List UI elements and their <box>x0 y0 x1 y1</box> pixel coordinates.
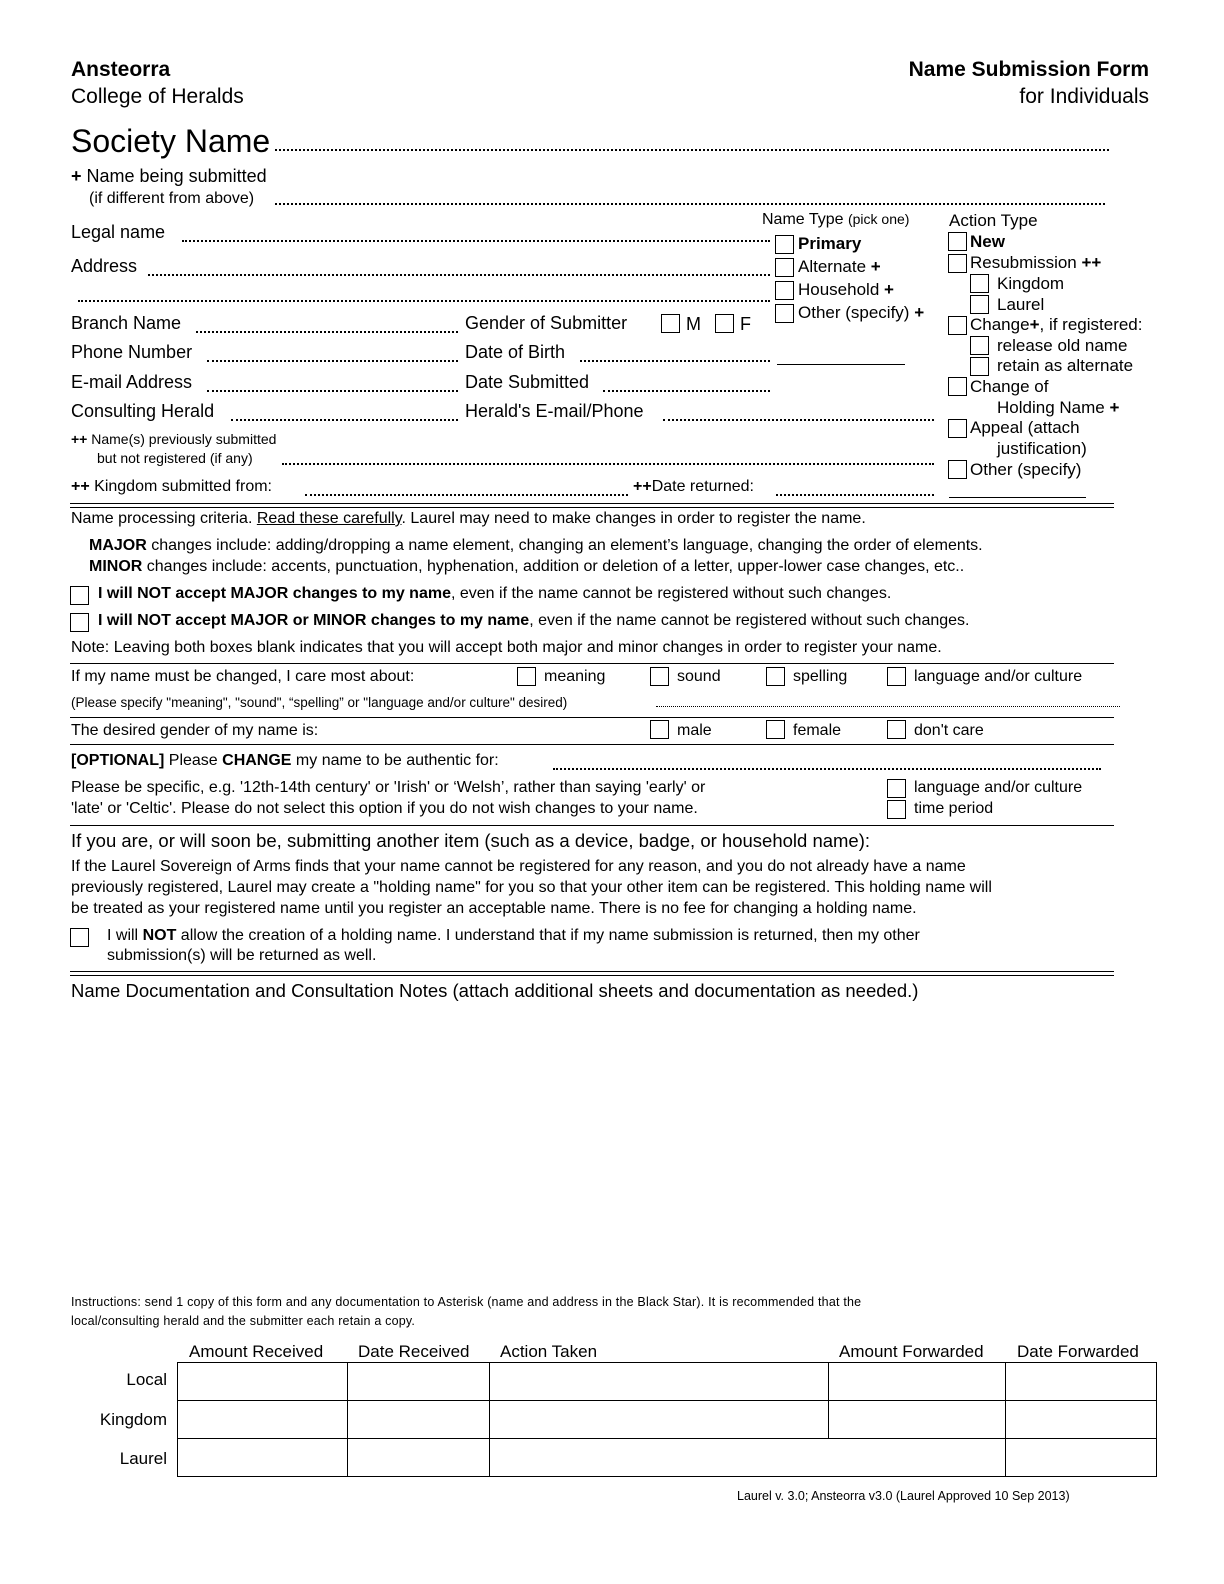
no-major-changes-label: I will NOT accept MAJOR changes to my name, even if the name cannot be registered without such changes. <box>98 585 892 602</box>
action-justification-label: justification) <box>997 439 1087 458</box>
gender-female-label: female <box>793 722 842 739</box>
other-specify-line[interactable] <box>777 364 905 365</box>
table-cell[interactable] <box>490 1439 1006 1477</box>
no-holding-name-label: I will NOT allow the creation of a holding name. I understand that if my name submission is returned, then my other <box>107 927 920 944</box>
care-spelling-checkbox[interactable] <box>766 667 785 686</box>
table-row <box>178 1439 1157 1477</box>
kingdom-from-label: ++ Kingdom submitted from: <box>71 478 272 495</box>
optional-language-checkbox[interactable] <box>887 779 906 798</box>
date-returned-label: ++Date returned: <box>633 478 754 495</box>
col-amount-forwarded: Amount Forwarded <box>839 1342 984 1361</box>
table-cell[interactable] <box>490 1363 829 1401</box>
gender-male-checkbox[interactable] <box>650 720 669 739</box>
col-action-taken: Action Taken <box>500 1342 598 1361</box>
phone-line[interactable] <box>207 360 458 362</box>
action-appeal-checkbox[interactable] <box>948 419 967 438</box>
action-change-label: Change+, if registered: <box>970 315 1143 334</box>
notes-heading: Name Documentation and Consultation Notes (attach additional sheets and documentation as needed.) <box>71 980 919 1001</box>
name-type-alternate-label: Alternate + <box>798 257 881 276</box>
row-laurel: Laurel <box>119 1449 167 1468</box>
dob-label: Date of Birth <box>465 342 566 362</box>
table-cell[interactable] <box>829 1401 1006 1439</box>
care-language-label: language and/or culture <box>914 668 1083 685</box>
org-name: Ansteorra <box>71 58 171 81</box>
name-type-other-checkbox[interactable] <box>775 304 794 323</box>
table-cell[interactable] <box>348 1401 490 1439</box>
table-cell[interactable] <box>1006 1363 1157 1401</box>
no-major-minor-changes-checkbox[interactable] <box>70 613 89 632</box>
action-resub-kingdom-checkbox[interactable] <box>970 274 989 293</box>
holding-paragraph-2: previously registered, Laurel may create a "holding name" for you so that your other item can be registered. This holding name will <box>71 879 992 896</box>
care-sound-label: sound <box>677 668 721 685</box>
no-major-minor-changes-label: I will NOT accept MAJOR or MINOR changes to my name, even if the name cannot be registered without such changes. <box>98 612 970 629</box>
kingdom-from-line[interactable] <box>305 494 628 496</box>
divider <box>70 825 1114 826</box>
name-type-title: Name Type (pick one) <box>762 211 910 228</box>
date-submitted-line[interactable] <box>603 390 770 392</box>
table-cell[interactable] <box>1006 1439 1157 1477</box>
minor-changes-text: MINOR changes include: accents, punctuation, hyphenation, addition or deletion of a letter, upper-lower case changes, etc.. <box>89 558 965 575</box>
action-type-title: Action Type <box>949 211 1038 230</box>
form-subtitle: for Individuals <box>1019 85 1149 108</box>
branch-name-label: Branch Name <box>71 313 182 333</box>
gender-f-label: F <box>740 314 751 334</box>
prev-submitted-label: ++ Name(s) previously submitted <box>71 431 277 447</box>
criteria-note: Note: Leaving both boxes blank indicates that you will accept both major and minor changes in order to register your name. <box>71 639 942 656</box>
gender-f-checkbox[interactable] <box>715 314 734 333</box>
table-cell[interactable] <box>178 1439 348 1477</box>
divider <box>70 507 1114 508</box>
holding-paragraph-1: If the Laurel Sovereign of Arms finds that your name cannot be registered for any reason, and you do not already have a name <box>71 858 966 875</box>
divider <box>70 971 1114 972</box>
optional-time-label: time period <box>914 800 994 817</box>
instructions-line-2: local/consulting herald and the submitter each retain a copy. <box>71 1314 416 1328</box>
action-resubmission-label: Resubmission ++ <box>970 253 1102 272</box>
holding-heading: If you are, or will soon be, submitting another item (such as a device, badge, or household name): <box>71 830 871 851</box>
name-type-primary-label: Primary <box>798 234 862 253</box>
society-name-label: Society Name <box>71 123 271 159</box>
action-retain-label: retain as alternate <box>997 356 1134 375</box>
table-cell[interactable] <box>1006 1401 1157 1439</box>
name-type-household-label: Household + <box>798 280 894 299</box>
optional-help-1: Please be specific, e.g. '12th-14th century' or 'Irish' or ‘Welsh’, rather than saying 'early' or <box>71 779 706 796</box>
table-row <box>178 1401 1157 1439</box>
action-retain-checkbox[interactable] <box>970 357 989 376</box>
herald-contact-line[interactable] <box>663 419 934 421</box>
divider <box>70 503 1114 504</box>
major-changes-text: MAJOR changes include: adding/dropping a name element, changing an element’s language, changing the order of elements. <box>89 537 983 554</box>
gender-male-label: male <box>677 722 712 739</box>
notes-area[interactable] <box>71 1010 1115 1280</box>
action-other-label: Other (specify) <box>970 460 1082 479</box>
table-cell[interactable] <box>178 1401 348 1439</box>
care-meaning-label: meaning <box>544 668 606 685</box>
consulting-herald-label: Consulting Herald <box>71 401 215 421</box>
no-holding-name-checkbox[interactable] <box>70 928 89 947</box>
row-kingdom: Kingdom <box>99 1410 167 1429</box>
action-resub-kingdom-label: Kingdom <box>997 274 1065 293</box>
action-change-of-label: Change of <box>970 377 1049 396</box>
email-label: E-mail Address <box>71 372 193 392</box>
care-spelling-label: spelling <box>793 668 848 685</box>
date-submitted-label: Date Submitted <box>465 372 590 392</box>
care-language-checkbox[interactable] <box>887 667 906 686</box>
table-row <box>178 1363 1157 1401</box>
care-specify-line[interactable] <box>656 706 1120 707</box>
action-release-checkbox[interactable] <box>970 336 989 355</box>
action-resub-laurel-label: Laurel <box>997 295 1045 314</box>
action-change-holding-checkbox[interactable] <box>948 377 967 396</box>
action-release-label: release old name <box>997 336 1128 355</box>
prev-submitted-label-2: but not registered (if any) <box>97 450 253 466</box>
gender-dont-care-label: don't care <box>914 722 984 739</box>
optional-language-label: language and/or culture <box>914 779 1083 796</box>
gender-m-checkbox[interactable] <box>661 314 680 333</box>
action-other-line[interactable] <box>949 497 1086 498</box>
name-type-alternate-checkbox[interactable] <box>775 258 794 277</box>
care-sound-checkbox[interactable] <box>650 667 669 686</box>
table-cell[interactable] <box>348 1363 490 1401</box>
care-meaning-checkbox[interactable] <box>517 667 536 686</box>
divider <box>70 663 1114 664</box>
gender-female-checkbox[interactable] <box>766 720 785 739</box>
action-resubmission-checkbox[interactable] <box>948 254 967 273</box>
col-date-forwarded: Date Forwarded <box>1017 1342 1139 1361</box>
optional-help-2: 'late' or 'Celtic'. Please do not select this option if you do not wish changes to your name. <box>71 800 698 817</box>
no-holding-name-label-2: submission(s) will be returned as well. <box>107 947 377 964</box>
form-title: Name Submission Form <box>908 58 1149 81</box>
no-major-changes-checkbox[interactable] <box>70 586 89 605</box>
optional-time-checkbox[interactable] <box>887 800 906 819</box>
herald-contact-label: Herald's E-mail/Phone <box>465 401 644 421</box>
name-submitted-label: + Name being submitted <box>71 166 267 186</box>
legal-name-line[interactable] <box>182 240 770 242</box>
branch-name-line[interactable] <box>196 331 458 333</box>
phone-label: Phone Number <box>71 342 193 362</box>
divider <box>70 975 1114 976</box>
action-new-label: New <box>970 232 1005 251</box>
table-cell[interactable] <box>490 1401 829 1439</box>
name-type-primary-checkbox[interactable] <box>775 235 794 254</box>
name-submitted-note: (if different from above) <box>89 190 255 207</box>
action-other-checkbox[interactable] <box>948 460 967 479</box>
table-cell[interactable] <box>178 1363 348 1401</box>
consulting-herald-line[interactable] <box>231 419 458 421</box>
holding-paragraph-3: be treated as your registered name until you register an acceptable name. There is no fee for changing a holding name. <box>71 900 917 917</box>
address-label: Address <box>71 256 138 276</box>
address-line-1[interactable] <box>148 274 770 276</box>
email-line[interactable] <box>207 390 458 392</box>
name-type-household-checkbox[interactable] <box>775 281 794 300</box>
divider <box>70 717 1114 718</box>
date-returned-line[interactable] <box>776 494 934 496</box>
prev-submitted-line[interactable] <box>282 463 934 465</box>
gender-m-label: M <box>686 314 701 334</box>
society-name-line[interactable] <box>275 149 1109 151</box>
version-footer: Laurel v. 3.0; Ansteorra v3.0 (Laurel Approved 10 Sep 2013) <box>737 1489 1070 1503</box>
optional-authentic-line[interactable] <box>553 768 1101 770</box>
care-specify-text: (Please specify "meaning", "sound", “spelling” or "language and/or culture" desired) <box>71 695 568 710</box>
criteria-intro: Name processing criteria. Read these carefully. Laurel may need to make changes in order to register the name. <box>71 510 866 527</box>
action-new-checkbox[interactable] <box>948 232 967 251</box>
table-cell[interactable] <box>348 1439 490 1477</box>
dob-line[interactable] <box>580 360 770 362</box>
college-name: College of Heralds <box>71 85 244 108</box>
gender-dont-care-checkbox[interactable] <box>887 720 906 739</box>
action-appeal-label: Appeal (attach <box>970 418 1080 437</box>
name-type-other-label: Other (specify) + <box>798 303 925 322</box>
action-resub-laurel-checkbox[interactable] <box>970 295 989 314</box>
optional-label: [OPTIONAL] Please CHANGE my name to be authentic for: <box>71 752 499 769</box>
row-local: Local <box>126 1370 167 1389</box>
instructions-line-1: Instructions: send 1 copy of this form and any documentation to Asterisk (name and address in the Black Star). It is recommended that the <box>71 1295 862 1309</box>
care-label: If my name must be changed, I care most about: <box>71 668 415 685</box>
gender-pref-label: The desired gender of my name is: <box>71 722 319 739</box>
table-cell[interactable] <box>829 1363 1006 1401</box>
divider <box>70 744 1114 745</box>
action-change-checkbox[interactable] <box>948 316 967 335</box>
col-date-received: Date Received <box>358 1342 470 1361</box>
address-line-2[interactable] <box>78 300 770 302</box>
gender-label: Gender of Submitter <box>465 313 628 333</box>
fees-table <box>177 1362 1157 1477</box>
action-holding-name-label: Holding Name + <box>997 398 1120 417</box>
legal-name-label: Legal name <box>71 222 166 242</box>
name-submitted-line[interactable] <box>275 203 1105 205</box>
col-amount-received: Amount Received <box>189 1342 324 1361</box>
